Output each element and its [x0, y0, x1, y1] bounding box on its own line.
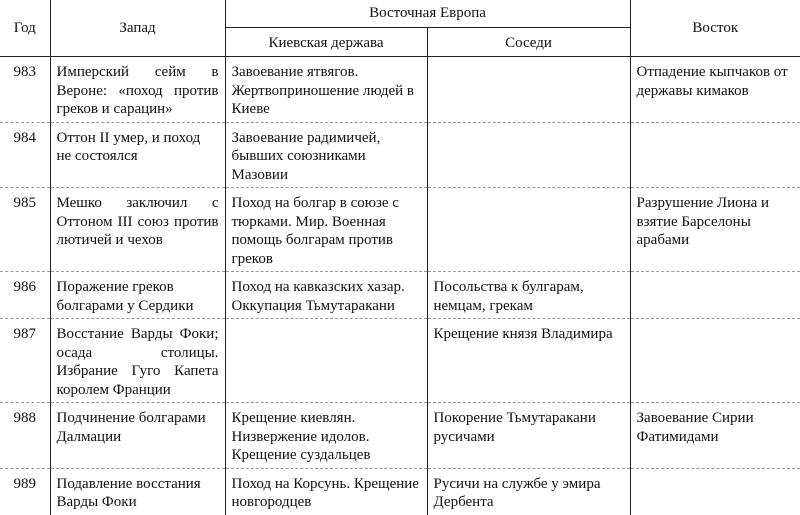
table-row — [0, 319, 800, 403]
header-east: Восток — [630, 0, 800, 57]
header-eastern-europe: Восточная Европа — [225, 0, 630, 28]
west-cell: Восстание Варды Фоки; осада столицы. Избрание Гуго Капета королем Франции — [50, 319, 225, 403]
kiev-cell: Поход на Корсунь. Крещение новгородцев — [225, 468, 427, 515]
table-row — [0, 122, 800, 188]
table-row — [0, 403, 800, 469]
year-cell: 988 — [0, 403, 50, 469]
east-cell — [630, 272, 800, 319]
neighbors-cell: Русичи на службе у эмира Дербента — [427, 468, 630, 515]
kiev-cell — [225, 319, 427, 403]
neighbors-cell — [427, 188, 630, 272]
year-cell: 984 — [0, 122, 50, 188]
neighbors-cell — [427, 122, 630, 188]
table-header — [0, 0, 800, 57]
kiev-cell: Поход на кавказских хазар. Оккупация Тьмутаракани — [225, 272, 427, 319]
east-cell: Разрушение Лиона и взятие Барселоны арабами — [630, 188, 800, 272]
header-west: Запад — [50, 0, 225, 57]
year-cell: 987 — [0, 319, 50, 403]
west-cell: Подчинение болгарами Далмации — [50, 403, 225, 469]
east-cell — [630, 319, 800, 403]
neighbors-cell: Крещение князя Владимира — [427, 319, 630, 403]
table-row — [0, 272, 800, 319]
header-neighbors: Соседи — [427, 28, 630, 57]
table-row — [0, 188, 800, 272]
kiev-cell: Завоевание ятвягов. Жертвоприношение людей в Киеве — [225, 57, 427, 123]
neighbors-cell: Покорение Тьмутаракани русичами — [427, 403, 630, 469]
kiev-cell: Поход на болгар в союзе с тюрками. Мир. Военная помощь болгарам против греков — [225, 188, 427, 272]
kiev-cell: Крещение киевлян. Низвержение идолов. Крещение суздальцев — [225, 403, 427, 469]
west-cell: Поражение греков болгарами у Сердики — [50, 272, 225, 319]
table-body — [0, 57, 800, 515]
east-cell: Отпадение кыпчаков от державы кимаков — [630, 57, 800, 123]
west-cell: Имперский сейм в Вероне: «поход против греков и сарацин» — [50, 57, 225, 123]
year-cell: 989 — [0, 468, 50, 515]
year-cell: 985 — [0, 188, 50, 272]
table-row — [0, 57, 800, 123]
header-year: Год — [0, 0, 50, 57]
west-cell: Оттон II умер, и поход не состоялся — [50, 122, 225, 188]
year-cell: 986 — [0, 272, 50, 319]
west-cell: Мешко заключил с Оттоном III союз против лютичей и чехов — [50, 188, 225, 272]
east-cell — [630, 122, 800, 188]
kiev-cell: Завоевание радимичей, бывших союзниками Мазовии — [225, 122, 427, 188]
neighbors-cell — [427, 57, 630, 123]
header-kievan-state: Киевская держава — [225, 28, 427, 57]
west-cell: Подавление восстания Варды Фоки — [50, 468, 225, 515]
east-cell: Завоевание Сирии Фатимидами — [630, 403, 800, 469]
neighbors-cell: Посольства к булгарам, немцам, грекам — [427, 272, 630, 319]
year-cell: 983 — [13, 64, 36, 80]
